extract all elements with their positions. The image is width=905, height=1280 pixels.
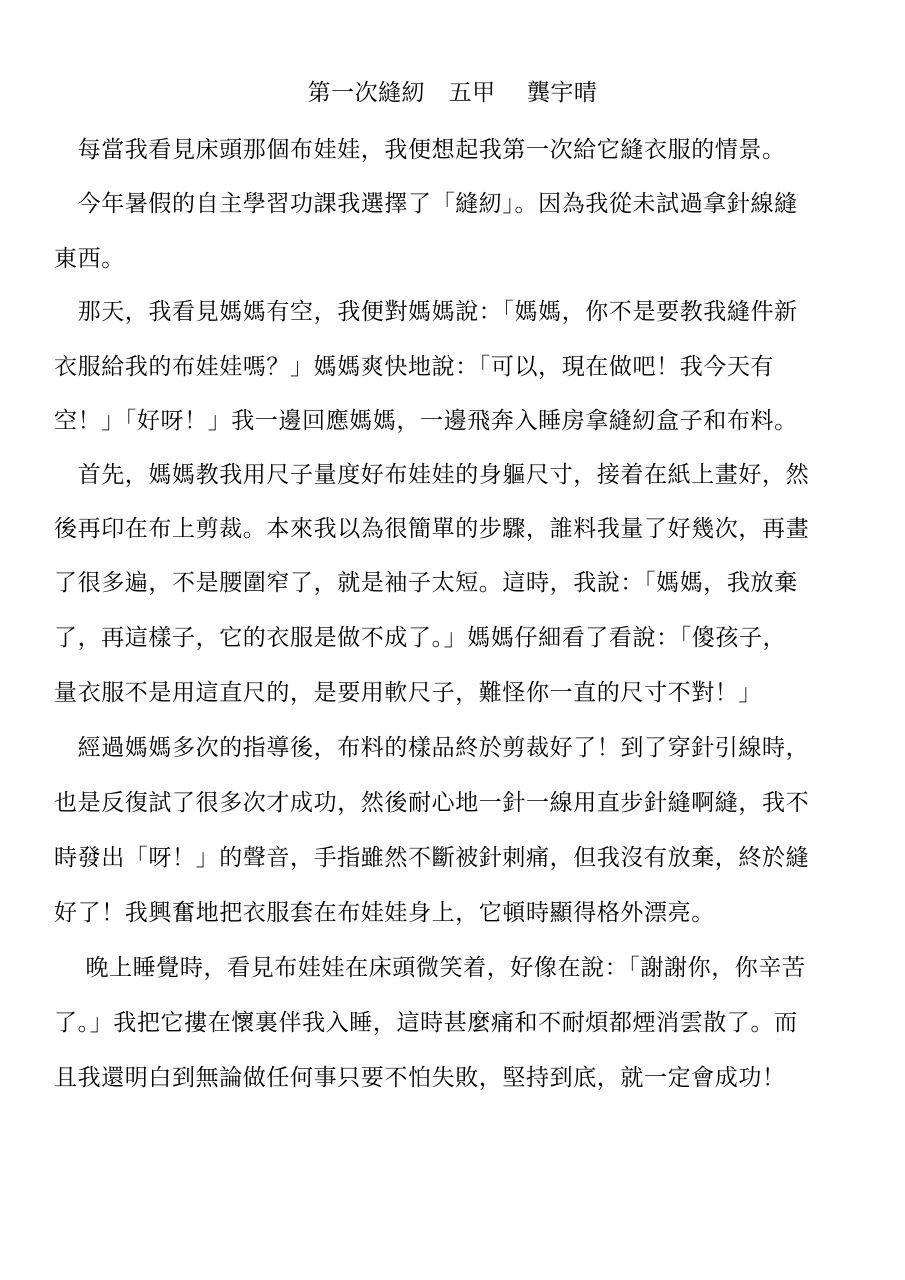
text-line: 了，再這樣子，它的衣服是做不成了。」媽媽仔細看了看說：「傻孩子， [54,625,787,651]
text-line: 時發出「呀！」的聲音，手指雖然不斷被針刺痛，但我沒有放棄，終於縫 [54,845,810,871]
text-line: 每當我看見床頭那個布娃娃，我便想起我第一次給它縫衣服的情景。 [54,137,786,163]
document-title: 第一次縫紉 五甲 龔宇晴 [307,80,598,106]
text-line: 空！」「好呀！」我一邊回應媽媽，一邊飛奔入睡房拿縫紉盒子和布料。 [54,408,798,434]
text-line: 後再印在布上剪裁。本來我以為很簡單的步驟，誰料我量了好幾次，再畫 [54,516,810,542]
text-line: 東西。 [54,246,125,272]
text-line: 那天，我看見媽媽有空，我便對媽媽說：「媽媽，你不是要教我縫件新 [54,299,798,325]
text-line: 首先，媽媽教我用尺子量度好布娃娃的身軀尺寸，接着在紙上畫好，然 [54,462,810,488]
text-line: 今年暑假的自主學習功課我選擇了「縫紉」。因為我從未試過拿針線縫 [54,191,798,217]
text-line: 經過媽媽多次的指導後，布料的樣品終於剪裁好了！到了穿針引線時， [54,735,810,761]
text-line: 且我還明白到無論做任何事只要不怕失敗，堅持到底，就一定會成功！ [54,1065,786,1091]
text-line: 衣服給我的布娃娃嗎？」媽媽爽快地說：「可以，現在做吧！我今天有 [54,354,775,380]
text-line: 好了！我興奮地把衣服套在布娃娃身上，它頓時顯得格外漂亮。 [54,900,715,926]
text-line: 晚上睡覺時，看見布娃娃在床頭微笑着，好像在說：「謝謝你，你辛苦 [54,955,806,981]
text-line: 了很多遍，不是腰圍窄了，就是袖子太短。這時，我說：「媽媽，我放棄 [54,570,798,596]
text-line: 量衣服不是用這直尺的，是要用軟尺子，難怪你一直的尺寸不對！」 [54,680,762,706]
text-line: 也是反復試了很多次才成功，然後耐心地一針一線用直步針縫啊縫，我不 [54,790,810,816]
text-line: 了。」我把它摟在懷裏伴我入睡，這時甚麼痛和不耐煩都煙消雲散了。而 [54,1010,798,1036]
